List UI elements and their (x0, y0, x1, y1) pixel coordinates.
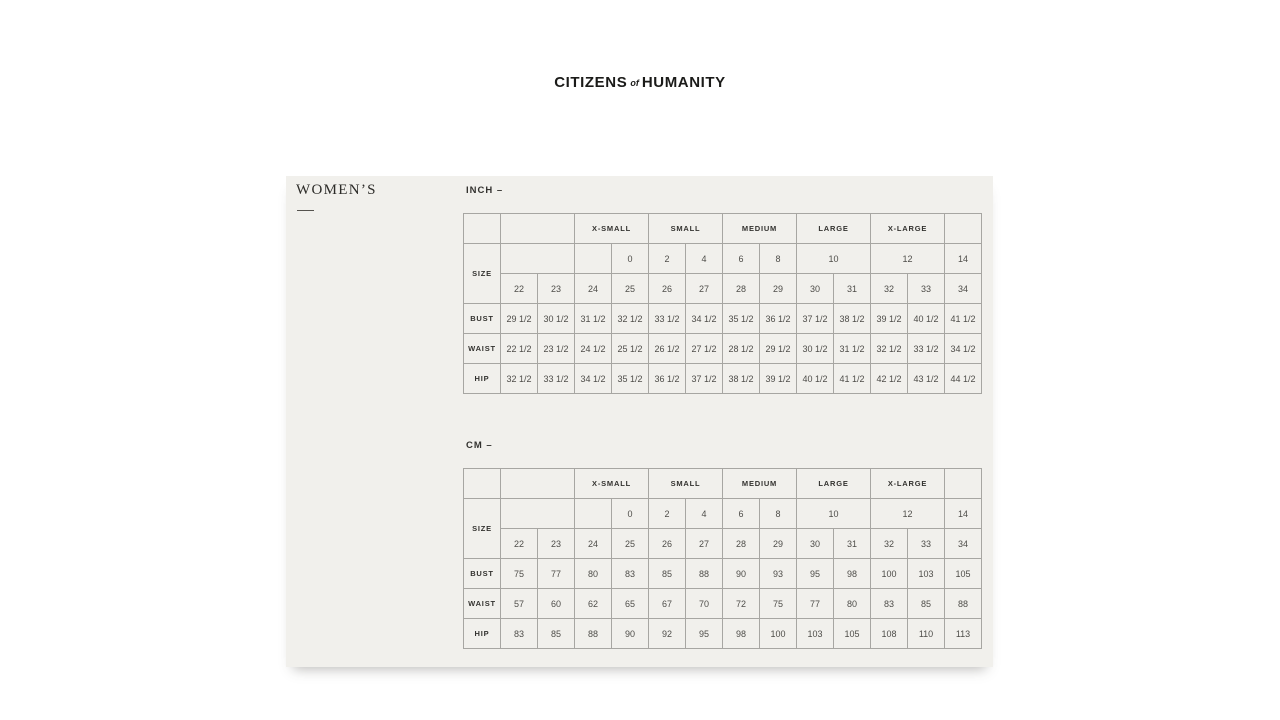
measurement-value-cell: 28 1/2 (723, 334, 760, 364)
measurement-value-cell: 38 1/2 (723, 364, 760, 394)
unit-heading: CM – (466, 440, 493, 451)
measurement-value-cell: 22 1/2 (501, 334, 538, 364)
measurement-value-cell: 88 (575, 619, 612, 649)
measurement-label-cell: WAIST (464, 334, 501, 364)
measurement-value-cell: 37 1/2 (797, 304, 834, 334)
measurement-value-cell: 92 (649, 619, 686, 649)
measurement-value-cell: 27 1/2 (686, 334, 723, 364)
numeric-size-cell: 14 (945, 244, 982, 274)
size-group-cell: SMALL (649, 214, 723, 244)
brand-logo-humanity: HUMANITY (641, 74, 726, 91)
measurement-value-cell: 90 (723, 559, 760, 589)
base-size-cell: 27 (686, 529, 723, 559)
measurement-value-cell: 30 1/2 (538, 304, 575, 334)
measurement-value-cell: 105 (945, 559, 982, 589)
measurement-value-cell: 98 (723, 619, 760, 649)
measurement-value-cell: 88 (945, 589, 982, 619)
base-size-cell: 25 (612, 274, 649, 304)
base-size-cell: 32 (871, 274, 908, 304)
measurement-value-cell: 41 1/2 (945, 304, 982, 334)
measurement-value-cell: 37 1/2 (686, 364, 723, 394)
numeric-size-cell: 8 (760, 244, 797, 274)
size-group-cell: SMALL (649, 469, 723, 499)
numeric-size-cell (501, 244, 575, 274)
base-size-cell: 32 (871, 529, 908, 559)
numeric-size-cell: 6 (723, 244, 760, 274)
base-size-cell: 27 (686, 274, 723, 304)
base-size-cell: 28 (723, 529, 760, 559)
base-size-cell: 33 (908, 529, 945, 559)
measurement-value-cell: 57 (501, 589, 538, 619)
measurement-value-cell: 32 1/2 (612, 304, 649, 334)
measurement-value-cell: 77 (797, 589, 834, 619)
unit-heading: INCH – (466, 185, 504, 196)
size-label-cell: SIZE (464, 244, 501, 304)
base-size-cell: 23 (538, 274, 575, 304)
measurement-value-cell: 113 (945, 619, 982, 649)
measurement-value-cell: 83 (871, 589, 908, 619)
size-group-cell: X-LARGE (871, 214, 945, 244)
size-group-cell: MEDIUM (723, 469, 797, 499)
size-table-block (463, 441, 988, 649)
numeric-size-cell: 4 (686, 244, 723, 274)
measurement-value-cell: 43 1/2 (908, 364, 945, 394)
base-size-cell: 29 (760, 274, 797, 304)
size-tables-container (463, 176, 988, 649)
brand-logo-citizens: CITIZENS (554, 74, 628, 91)
measurement-value-cell: 23 1/2 (538, 334, 575, 364)
measurement-value-cell: 110 (908, 619, 945, 649)
numeric-size-cell: 2 (649, 499, 686, 529)
size-group-cell: X-SMALL (575, 469, 649, 499)
measurement-value-cell: 77 (538, 559, 575, 589)
base-size-cell: 30 (797, 529, 834, 559)
size-group-cell: X-SMALL (575, 214, 649, 244)
numeric-size-cell: 0 (612, 244, 649, 274)
base-size-cell: 31 (834, 274, 871, 304)
measurement-value-cell: 30 1/2 (797, 334, 834, 364)
size-group-cell: LARGE (797, 469, 871, 499)
numeric-size-cell: 10 (797, 244, 871, 274)
measurement-label-cell: BUST (464, 559, 501, 589)
measurement-value-cell: 103 (797, 619, 834, 649)
measurement-value-cell: 95 (686, 619, 723, 649)
inch-size-table (463, 213, 982, 394)
measurement-value-cell: 33 1/2 (649, 304, 686, 334)
base-size-cell: 30 (797, 274, 834, 304)
corner-cell (464, 469, 501, 499)
size-group-cell: MEDIUM (723, 214, 797, 244)
measurement-value-cell: 75 (501, 559, 538, 589)
measurement-value-cell: 33 1/2 (908, 334, 945, 364)
base-size-cell: 24 (575, 274, 612, 304)
numeric-size-cell: 6 (723, 499, 760, 529)
base-size-cell: 26 (649, 274, 686, 304)
measurement-value-cell: 103 (908, 559, 945, 589)
measurement-value-cell: 36 1/2 (760, 304, 797, 334)
base-size-cell: 26 (649, 529, 686, 559)
base-size-cell: 25 (612, 529, 649, 559)
measurement-value-cell: 88 (686, 559, 723, 589)
brand-logo (0, 74, 1280, 91)
measurement-value-cell: 108 (871, 619, 908, 649)
measurement-value-cell: 67 (649, 589, 686, 619)
numeric-size-cell: 0 (612, 499, 649, 529)
size-table-block (463, 186, 988, 394)
brand-logo-of: of (630, 78, 639, 88)
numeric-size-cell: 14 (945, 499, 982, 529)
measurement-label-cell: BUST (464, 304, 501, 334)
measurement-value-cell: 29 1/2 (501, 304, 538, 334)
base-size-cell: 29 (760, 529, 797, 559)
measurement-value-cell: 93 (760, 559, 797, 589)
size-group-cell (945, 469, 982, 499)
measurement-value-cell: 105 (834, 619, 871, 649)
numeric-size-cell (501, 499, 575, 529)
measurement-value-cell: 85 (538, 619, 575, 649)
measurement-value-cell: 85 (908, 589, 945, 619)
measurement-value-cell: 42 1/2 (871, 364, 908, 394)
size-group-cell: X-LARGE (871, 469, 945, 499)
numeric-size-cell: 4 (686, 499, 723, 529)
measurement-value-cell: 44 1/2 (945, 364, 982, 394)
size-group-cell (945, 214, 982, 244)
measurement-value-cell: 34 1/2 (945, 334, 982, 364)
size-chart-panel (286, 176, 993, 667)
measurement-value-cell: 72 (723, 589, 760, 619)
measurement-value-cell: 85 (649, 559, 686, 589)
base-size-cell: 23 (538, 529, 575, 559)
measurement-value-cell: 38 1/2 (834, 304, 871, 334)
base-size-cell: 33 (908, 274, 945, 304)
measurement-value-cell: 62 (575, 589, 612, 619)
measurement-value-cell: 39 1/2 (871, 304, 908, 334)
measurement-value-cell: 25 1/2 (612, 334, 649, 364)
measurement-value-cell: 39 1/2 (760, 364, 797, 394)
measurement-value-cell: 33 1/2 (538, 364, 575, 394)
base-size-cell: 34 (945, 529, 982, 559)
size-group-cell (501, 469, 575, 499)
measurement-value-cell: 70 (686, 589, 723, 619)
measurement-value-cell: 80 (575, 559, 612, 589)
numeric-size-cell: 8 (760, 499, 797, 529)
panel-title: WOMEN’S (296, 182, 377, 198)
measurement-value-cell: 60 (538, 589, 575, 619)
numeric-size-cell (575, 499, 612, 529)
measurement-value-cell: 31 1/2 (575, 304, 612, 334)
base-size-cell: 22 (501, 529, 538, 559)
measurement-label-cell: WAIST (464, 589, 501, 619)
measurement-value-cell: 95 (797, 559, 834, 589)
measurement-value-cell: 65 (612, 589, 649, 619)
measurement-value-cell: 75 (760, 589, 797, 619)
title-underline (297, 210, 314, 211)
base-size-cell: 28 (723, 274, 760, 304)
base-size-cell: 24 (575, 529, 612, 559)
measurement-value-cell: 32 1/2 (871, 334, 908, 364)
measurement-value-cell: 35 1/2 (723, 304, 760, 334)
measurement-value-cell: 40 1/2 (908, 304, 945, 334)
size-group-cell (501, 214, 575, 244)
measurement-value-cell: 31 1/2 (834, 334, 871, 364)
base-size-cell: 34 (945, 274, 982, 304)
measurement-value-cell: 83 (612, 559, 649, 589)
base-size-cell: 31 (834, 529, 871, 559)
measurement-value-cell: 40 1/2 (797, 364, 834, 394)
measurement-value-cell: 90 (612, 619, 649, 649)
base-size-cell: 22 (501, 274, 538, 304)
measurement-value-cell: 83 (501, 619, 538, 649)
numeric-size-cell: 2 (649, 244, 686, 274)
numeric-size-cell (575, 244, 612, 274)
measurement-value-cell: 34 1/2 (575, 364, 612, 394)
measurement-value-cell: 80 (834, 589, 871, 619)
numeric-size-cell: 12 (871, 244, 945, 274)
measurement-value-cell: 29 1/2 (760, 334, 797, 364)
numeric-size-cell: 12 (871, 499, 945, 529)
measurement-value-cell: 100 (871, 559, 908, 589)
cm-size-table (463, 468, 982, 649)
measurement-value-cell: 35 1/2 (612, 364, 649, 394)
measurement-value-cell: 41 1/2 (834, 364, 871, 394)
size-group-cell: LARGE (797, 214, 871, 244)
measurement-value-cell: 98 (834, 559, 871, 589)
numeric-size-cell: 10 (797, 499, 871, 529)
measurement-value-cell: 100 (760, 619, 797, 649)
measurement-value-cell: 26 1/2 (649, 334, 686, 364)
measurement-label-cell: HIP (464, 364, 501, 394)
size-label-cell: SIZE (464, 499, 501, 559)
measurement-value-cell: 32 1/2 (501, 364, 538, 394)
corner-cell (464, 214, 501, 244)
measurement-value-cell: 34 1/2 (686, 304, 723, 334)
measurement-value-cell: 24 1/2 (575, 334, 612, 364)
measurement-value-cell: 36 1/2 (649, 364, 686, 394)
measurement-label-cell: HIP (464, 619, 501, 649)
